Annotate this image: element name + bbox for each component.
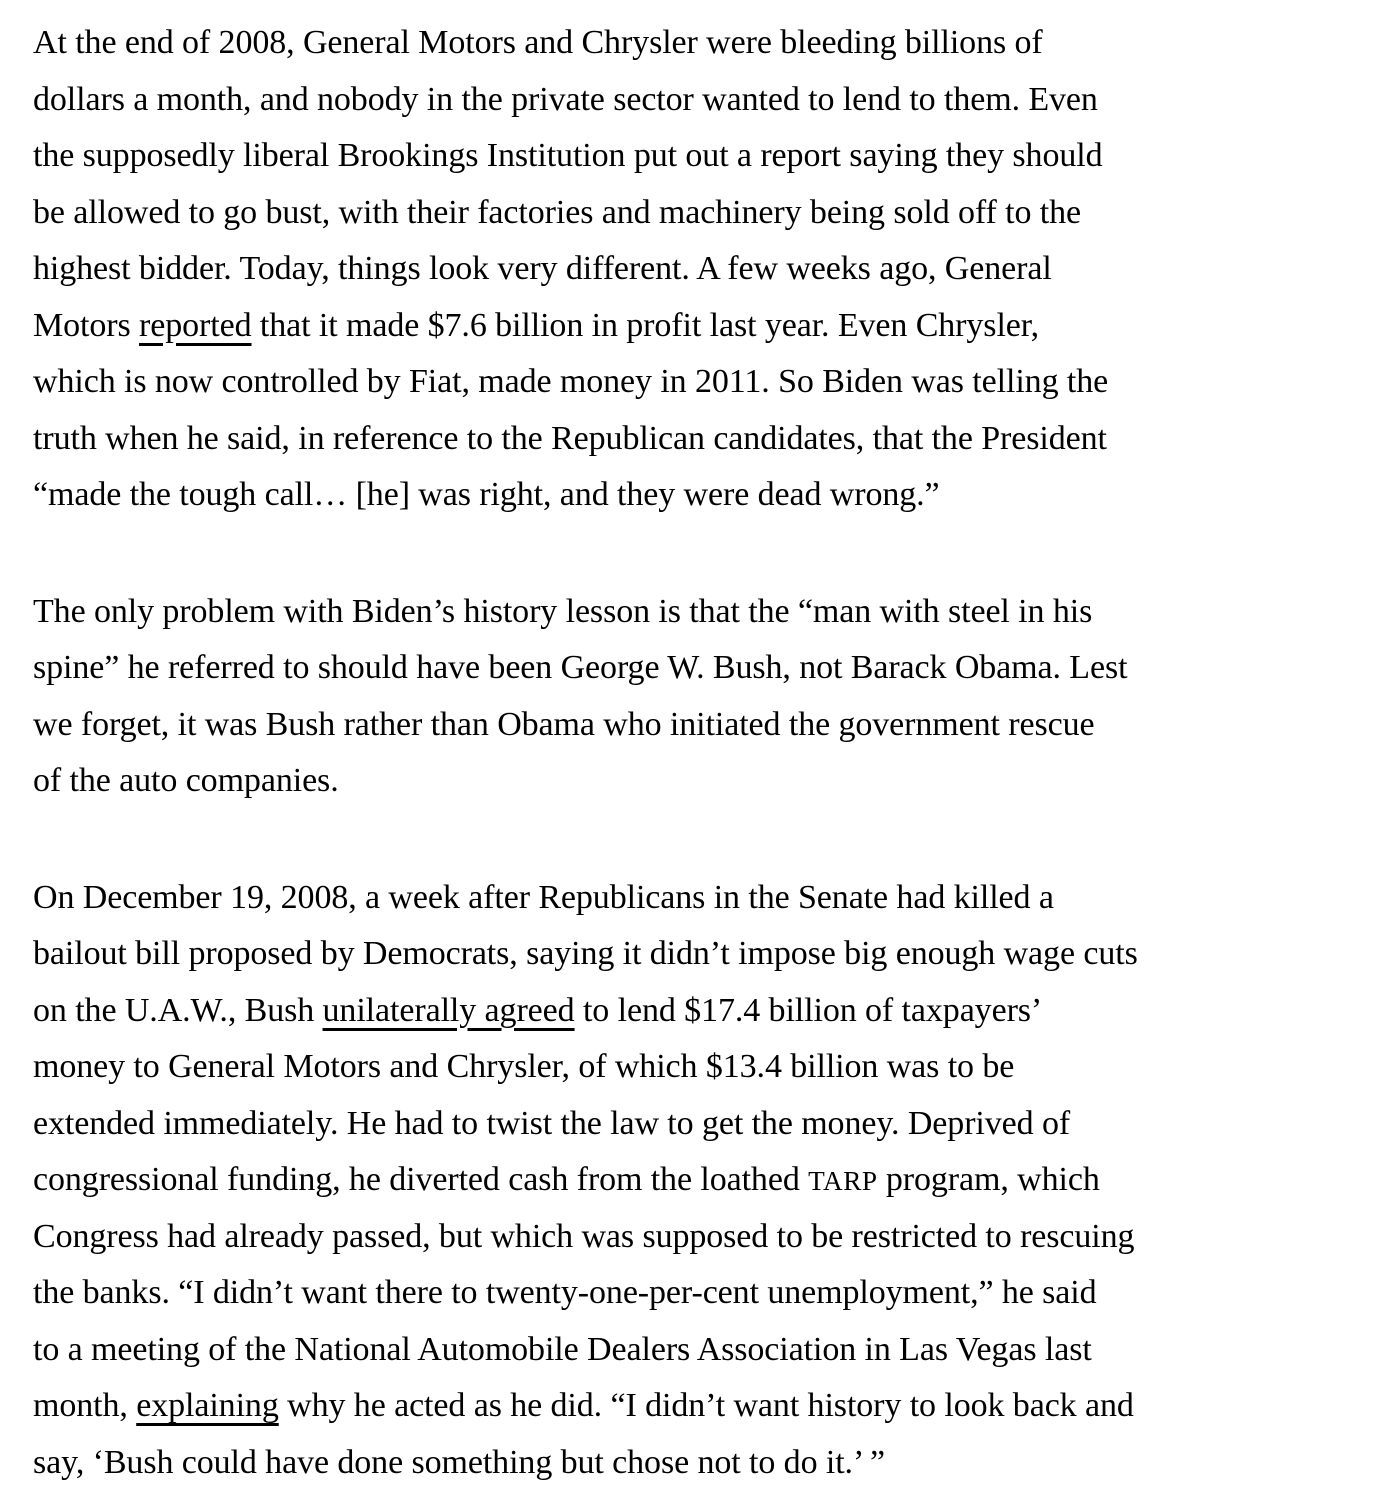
body-text-run: spine” he referred to should have been George W. Bush, not Barack Obama. Lest [33, 649, 1128, 686]
inline-link[interactable]: reported [139, 306, 252, 344]
body-text-run: month, [33, 1387, 137, 1424]
text-line [33, 1265, 1368, 1322]
body-text-run: the banks. “I didn’t want there to twenty-one-per-cent unemployment,” he said [33, 1274, 1097, 1311]
paragraph [33, 870, 1368, 1492]
acronym-smallcaps: TARP [808, 1166, 878, 1196]
text-line [33, 1152, 1368, 1209]
body-text-run: At the end of 2008, General Motors and Chrysler were bleeding billions of [33, 24, 1043, 61]
body-text-run: The only problem with Biden’s history lesson is that the “man with steel in his [33, 592, 1093, 630]
text-line [33, 753, 1368, 810]
body-text-run: to lend $17.4 billion of taxpayers’ [574, 991, 1043, 1029]
text-line [33, 298, 1368, 355]
body-text-run: on the U.A.W., Bush [33, 991, 323, 1029]
text-line [33, 185, 1368, 242]
text-line [33, 411, 1368, 468]
text-line [33, 1039, 1368, 1096]
body-text-run: we forget, it was Bush rather than Obama who initiated the government rescue [33, 705, 1095, 743]
body-text-run: congressional funding, he diverted cash from the loathed [33, 1161, 809, 1198]
inline-link[interactable]: explaining [136, 1387, 279, 1424]
text-line [33, 467, 1368, 524]
body-text-run: On December 19, 2008, a week after Republicans in the Senate had killed a [33, 878, 1054, 916]
body-text-run: dollars a month, and nobody in the private sector wanted to lend to them. Even [33, 80, 1098, 118]
text-line [33, 983, 1368, 1040]
text-line [33, 870, 1368, 927]
body-text-run: highest bidder. Today, things look very different. A few weeks ago, General [33, 250, 1052, 287]
text-line [33, 1096, 1368, 1153]
text-line [33, 1435, 1368, 1492]
text-line [33, 697, 1368, 754]
text-line [33, 72, 1368, 129]
paragraph [33, 15, 1368, 524]
body-text-run: program, which [877, 1161, 1100, 1198]
text-line [33, 241, 1368, 298]
body-text-run: why he acted as he did. “I didn’t want history to look back and [278, 1387, 1134, 1424]
text-line [33, 354, 1368, 411]
text-line [33, 640, 1368, 697]
text-line [33, 1322, 1368, 1379]
text-line [33, 926, 1368, 983]
paragraph [33, 584, 1368, 810]
inline-link[interactable]: unilaterally agreed [322, 991, 575, 1029]
text-line [33, 584, 1368, 641]
body-text-run: truth when he said, in reference to the Republican candidates, that the President [33, 419, 1107, 457]
body-text-run: to a meeting of the National Automobile Dealers Association in Las Vegas last [33, 1330, 1092, 1368]
body-text-run: the supposedly liberal Brookings Institution put out a report saying they should [33, 137, 1103, 174]
body-text-run: be allowed to go bust, with their factories and machinery being sold off to the [33, 193, 1082, 231]
body-text-run: “made the tough call… [he] was right, and they were dead wrong.” [33, 476, 940, 513]
body-text-run: say, ‘Bush could have done something but chose not to do it.’ ” [33, 1443, 886, 1481]
body-text-run: money to General Motors and Chrysler, of which $13.4 billion was to be [33, 1048, 1015, 1085]
body-text-run: of the auto companies. [33, 762, 339, 799]
body-text-run: Congress had already passed, but which was supposed to be restricted to rescuing [33, 1217, 1135, 1255]
body-text-run: that it made $7.6 billion in profit last year. Even Chrysler, [251, 306, 1040, 344]
text-line [33, 128, 1368, 185]
text-line [33, 1378, 1368, 1435]
body-text-run: extended immediately. He had to twist the law to get the money. Deprived of [33, 1104, 1071, 1142]
text-line [33, 1209, 1368, 1266]
body-text-run: which is now controlled by Fiat, made money in 2011. So Biden was telling the [33, 363, 1109, 400]
body-text-run: Motors [33, 306, 140, 344]
body-text-run: bailout bill proposed by Democrats, saying it didn’t impose big enough wage cuts [33, 935, 1138, 972]
text-line [33, 15, 1368, 72]
